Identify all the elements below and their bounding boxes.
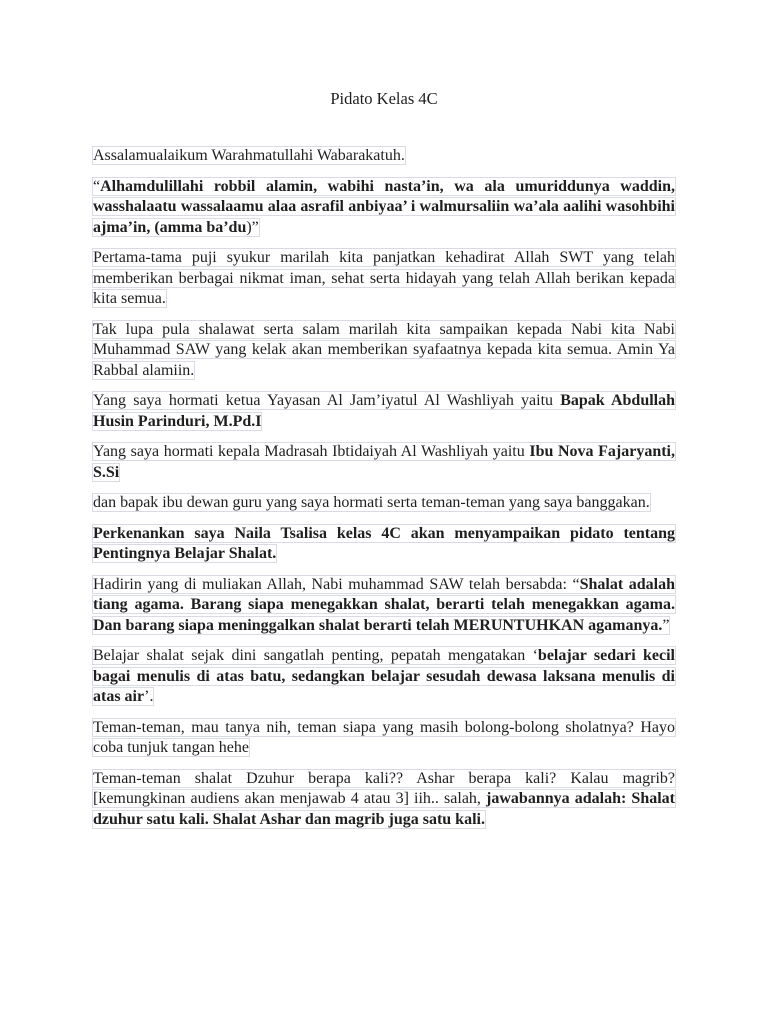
text-run: Teman-teman shalat Dzuhur berapa kali?? Ashar berapa kali? Kalau magrib? [kemungkinan audiens akan menjawab 4 atau 3] iih.. salah, [93,769,675,807]
document-title: Pidato Kelas 4C [330,89,438,108]
paragraph-perkenankan [93,524,675,565]
paragraph-text [93,321,675,379]
text-run: ’. [144,688,154,705]
paragraph-text [93,443,675,481]
text-run: Yang saya hormati kepala Madrasah Ibtidaiyah Al Washliyah yaitu [93,443,530,460]
paragraph-syukur [93,248,675,310]
text-run: Tak lupa pula shalawat serta salam marilah kita sampaikan kepada Nabi kita Nabi Muhammad SAW yang kelak akan memberikan syafaatnya kepada kita semua. Amin Ya Rabbal alamiin. [93,320,675,379]
paragraph-shalawat [93,320,675,382]
text-run: Pertama-tama puji syukur marilah kita panjatkan kehadirat Allah SWT yang telah memberikan berbagai nikmat iman, sehat serta hidayah yang telah Allah berikan kepada kita semua. [93,249,675,307]
bold-text: Perkenankan saya Naila Tsalisa kelas 4C akan menyampaikan pidato tentang Pentingnya Belajar Shalat. [93,524,675,562]
bold-text: Ibu Nova Fajaryanti, S.Si [93,443,676,481]
text-run: )” [246,218,259,236]
text-run: Hadirin yang di muliakan Allah, Nabi muhammad SAW telah bersabda: “ [93,575,580,593]
paragraph-hadits [93,575,675,637]
bold-text: belajar sedari kecil bagai menulis di atas batu, sedangkan belajar sesudah dewasa laksana menulis di atas air [93,647,675,705]
paragraph-text [93,525,675,563]
text-run: Assalamualaikum Warahmatullahi Wabarakatuh. [93,147,405,164]
paragraph-rakaat [93,769,675,831]
bold-text: Bapak Abdullah Husin Parinduri, M.Pd.I [93,392,676,430]
paragraph-bolong [93,718,675,759]
paragraph-text [93,178,675,236]
paragraph-text [93,719,675,757]
paragraph-dewan-guru [93,493,675,514]
paragraph-text [93,770,675,828]
paragraph-kepala-madrasah [93,442,675,483]
bold-text: jawabannya adalah: Shalat dzuhur satu kali. Shalat Ashar dan magrib juga satu kali. [93,790,675,828]
text-run: Belajar shalat sejak dini sangatlah penting, pepatah mengatakan ‘ [93,647,538,664]
paragraph-pepatah [93,646,675,708]
text-run: “ [93,177,101,195]
paragraph-text [93,647,675,705]
paragraph-hamdalah [93,177,675,239]
paragraph-text [93,249,675,307]
text-run: Yang saya hormati ketua Yayasan Al Jam’iyatul Al Washliyah yaitu [93,392,561,409]
paragraph-salam [93,146,675,167]
text-run: Teman-teman, mau tanya nih, teman siapa yang masih bolong-bolong sholatnya? Hayo coba tunjuk tangan hehe [93,718,675,756]
document-body [93,146,675,840]
paragraph-text [93,494,650,511]
bold-text: Alhamdulillahi robbil alamin, wabihi nasta’in, wa ala umuriddunya waddin, wasshalaatu wassalaamu alaa asrafil anbiyaa’ i walmursaliin wa’ala aalihi wasohbihi ajma’in, (amma ba’du [93,177,675,236]
paragraph-text [93,576,675,634]
text-run: dan bapak ibu dewan guru yang saya hormati serta teman-teman yang saya banggakan. [93,494,650,511]
bold-text: Shalat adalah tiang agama. Barang siapa menegakkan shalat, berarti telah menegakkan agama. Dan barang siapa meninggalkan shalat berarti telah MERUNTUHKAN agamanya. [93,575,676,634]
paragraph-text [93,392,675,430]
paragraph-ketua-yayasan [93,391,675,432]
paragraph-text [93,147,405,164]
text-run: ” [662,616,670,634]
